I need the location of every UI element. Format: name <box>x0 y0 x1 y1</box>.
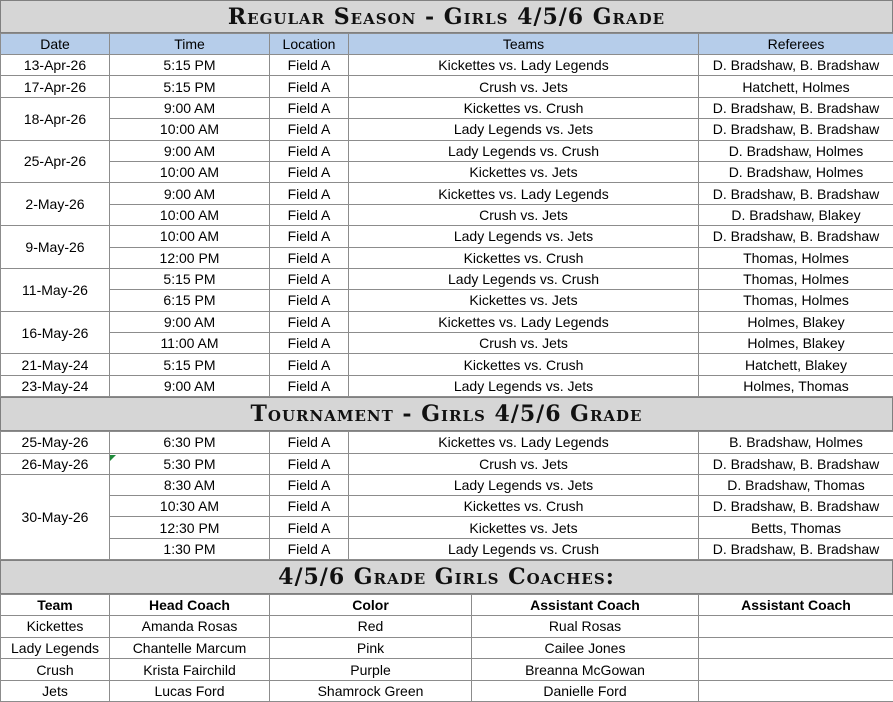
head-coach-cell: Chantelle Marcum <box>110 637 270 659</box>
time-cell: 9:00 AM <box>110 183 270 204</box>
date-cell: 9-May-26 <box>1 226 110 269</box>
referees-cell: D. Bradshaw, B. Bradshaw <box>699 97 893 118</box>
assistant-coach-cell: Rual Rosas <box>472 616 699 638</box>
date-cell: 30-May-26 <box>1 474 110 559</box>
referees-cell: Holmes, Thomas <box>699 375 893 396</box>
teams-cell: Kickettes vs. Lady Legends <box>349 55 699 76</box>
game-row <box>1 76 893 97</box>
referees-cell: Betts, Thomas <box>699 517 893 538</box>
location-cell: Field A <box>270 161 349 182</box>
location-cell: Field A <box>270 517 349 538</box>
game-row <box>1 432 893 453</box>
coach-row <box>1 616 893 638</box>
teams-cell: Kickettes vs. Crush <box>349 247 699 268</box>
time-cell: 10:00 AM <box>110 204 270 225</box>
game-row <box>1 183 893 204</box>
regular-season-title: Regular Season - Girls 4/5/6 Grade <box>0 0 893 33</box>
location-cell: Field A <box>270 432 349 453</box>
date-cell: 16-May-26 <box>1 311 110 354</box>
teams-cell: Kickettes vs. Crush <box>349 97 699 118</box>
referees-cell: D. Bradshaw, Thomas <box>699 474 893 495</box>
referees-cell: D. Bradshaw, B. Bradshaw <box>699 453 893 474</box>
team-cell: Kickettes <box>1 616 110 638</box>
teams-cell: Lady Legends vs. Crush <box>349 268 699 289</box>
header-head-coach: Head Coach <box>110 595 270 616</box>
header-referees: Referees <box>699 34 893 55</box>
coaches-body <box>1 616 893 702</box>
tournament-table <box>0 431 893 560</box>
time-cell: 8:30 AM <box>110 474 270 495</box>
location-cell: Field A <box>270 354 349 375</box>
game-row <box>1 119 893 140</box>
game-row <box>1 311 893 332</box>
teams-cell: Lady Legends vs. Jets <box>349 119 699 140</box>
time-cell: 10:00 AM <box>110 161 270 182</box>
teams-cell: Kickettes vs. Lady Legends <box>349 432 699 453</box>
game-row <box>1 226 893 247</box>
location-cell: Field A <box>270 453 349 474</box>
tournament-title: Tournament - Girls 4/5/6 Grade <box>0 397 893 431</box>
game-row <box>1 268 893 289</box>
date-cell: 23-May-24 <box>1 375 110 396</box>
location-cell: Field A <box>270 375 349 396</box>
coach-row <box>1 637 893 659</box>
referees-cell: D. Bradshaw, B. Bradshaw <box>699 496 893 517</box>
time-cell: 6:15 PM <box>110 290 270 311</box>
date-cell: 21-May-24 <box>1 354 110 375</box>
team-cell: Crush <box>1 659 110 681</box>
location-cell: Field A <box>270 268 349 289</box>
comment-indicator-icon <box>110 455 116 461</box>
assistant-coach-cell: Breanna McGowan <box>472 659 699 681</box>
time-cell: 6:30 PM <box>110 432 270 453</box>
referees-cell: Thomas, Holmes <box>699 290 893 311</box>
game-row <box>1 375 893 396</box>
time-cell: 9:00 AM <box>110 140 270 161</box>
teams-cell: Lady Legends vs. Jets <box>349 375 699 396</box>
teams-cell: Crush vs. Jets <box>349 333 699 354</box>
assistant-coach-cell: Cailee Jones <box>472 637 699 659</box>
header-date: Date <box>1 34 110 55</box>
regular-season-table <box>0 33 893 397</box>
date-cell: 13-Apr-26 <box>1 55 110 76</box>
game-row <box>1 161 893 182</box>
date-cell: 25-May-26 <box>1 432 110 453</box>
time-cell: 5:15 PM <box>110 76 270 97</box>
teams-cell: Lady Legends vs. Crush <box>349 538 699 559</box>
game-row <box>1 453 893 474</box>
header-assistant-coach: Assistant Coach <box>472 595 699 616</box>
referees-cell: D. Bradshaw, Blakey <box>699 204 893 225</box>
teams-cell: Kickettes vs. Jets <box>349 161 699 182</box>
time-cell: 1:30 PM <box>110 538 270 559</box>
referees-cell: Hatchett, Holmes <box>699 76 893 97</box>
location-cell: Field A <box>270 183 349 204</box>
time-cell: 12:30 PM <box>110 517 270 538</box>
referees-cell: Thomas, Holmes <box>699 268 893 289</box>
teams-cell: Lady Legends vs. Jets <box>349 226 699 247</box>
header-color: Color <box>270 595 472 616</box>
teams-cell: Lady Legends vs. Jets <box>349 474 699 495</box>
teams-cell: Lady Legends vs. Crush <box>349 140 699 161</box>
referees-cell: Thomas, Holmes <box>699 247 893 268</box>
location-cell: Field A <box>270 311 349 332</box>
assistant-coach-2-cell <box>699 659 893 681</box>
location-cell: Field A <box>270 538 349 559</box>
referees-cell: D. Bradshaw, B. Bradshaw <box>699 55 893 76</box>
coaches-header-row <box>1 595 893 616</box>
time-cell: 12:00 PM <box>110 247 270 268</box>
header-teams: Teams <box>349 34 699 55</box>
location-cell: Field A <box>270 204 349 225</box>
color-cell: Shamrock Green <box>270 680 472 702</box>
location-cell: Field A <box>270 97 349 118</box>
color-cell: Pink <box>270 637 472 659</box>
game-row <box>1 140 893 161</box>
date-cell: 26-May-26 <box>1 453 110 474</box>
game-row <box>1 474 893 495</box>
time-cell: 10:00 AM <box>110 119 270 140</box>
assistant-coach-2-cell <box>699 616 893 638</box>
teams-cell: Kickettes vs. Jets <box>349 290 699 311</box>
assistant-coach-2-cell <box>699 680 893 702</box>
time-cell: 5:15 PM <box>110 354 270 375</box>
regular-header-row <box>1 34 893 55</box>
game-row <box>1 496 893 517</box>
location-cell: Field A <box>270 247 349 268</box>
teams-cell: Crush vs. Jets <box>349 453 699 474</box>
location-cell: Field A <box>270 290 349 311</box>
assistant-coach-cell: Danielle Ford <box>472 680 699 702</box>
teams-cell: Kickettes vs. Lady Legends <box>349 183 699 204</box>
color-cell: Purple <box>270 659 472 681</box>
assistant-coach-2-cell <box>699 637 893 659</box>
location-cell: Field A <box>270 226 349 247</box>
time-cell: 11:00 AM <box>110 333 270 354</box>
referees-cell: Holmes, Blakey <box>699 333 893 354</box>
referees-cell: Holmes, Blakey <box>699 311 893 332</box>
time-cell: 9:00 AM <box>110 311 270 332</box>
color-cell: Red <box>270 616 472 638</box>
referees-cell: D. Bradshaw, B. Bradshaw <box>699 119 893 140</box>
referees-cell: D. Bradshaw, B. Bradshaw <box>699 538 893 559</box>
header-location: Location <box>270 34 349 55</box>
date-cell: 2-May-26 <box>1 183 110 226</box>
referees-cell: D. Bradshaw, Holmes <box>699 140 893 161</box>
coach-row <box>1 680 893 702</box>
header-team: Team <box>1 595 110 616</box>
date-cell: 25-Apr-26 <box>1 140 110 183</box>
team-cell: Lady Legends <box>1 637 110 659</box>
teams-cell: Kickettes vs. Crush <box>349 496 699 517</box>
teams-cell: Crush vs. Jets <box>349 76 699 97</box>
coaches-table <box>0 594 893 702</box>
date-cell: 17-Apr-26 <box>1 76 110 97</box>
game-row <box>1 517 893 538</box>
location-cell: Field A <box>270 496 349 517</box>
teams-cell: Kickettes vs. Jets <box>349 517 699 538</box>
referees-cell: D. Bradshaw, Holmes <box>699 161 893 182</box>
teams-cell: Crush vs. Jets <box>349 204 699 225</box>
team-cell: Jets <box>1 680 110 702</box>
time-cell: 9:00 AM <box>110 375 270 396</box>
head-coach-cell: Krista Fairchild <box>110 659 270 681</box>
time-cell: 10:00 AM <box>110 226 270 247</box>
game-row <box>1 204 893 225</box>
coach-row <box>1 659 893 681</box>
game-row <box>1 333 893 354</box>
time-cell: 5:15 PM <box>110 268 270 289</box>
referees-cell: Hatchett, Blakey <box>699 354 893 375</box>
head-coach-cell: Amanda Rosas <box>110 616 270 638</box>
regular-body <box>1 55 893 397</box>
game-row <box>1 354 893 375</box>
location-cell: Field A <box>270 55 349 76</box>
head-coach-cell: Lucas Ford <box>110 680 270 702</box>
location-cell: Field A <box>270 76 349 97</box>
time-cell: 5:30 PM <box>110 453 270 474</box>
referees-cell: B. Bradshaw, Holmes <box>699 432 893 453</box>
teams-cell: Kickettes vs. Crush <box>349 354 699 375</box>
game-row <box>1 97 893 118</box>
time-cell: 10:30 AM <box>110 496 270 517</box>
time-cell: 5:15 PM <box>110 55 270 76</box>
location-cell: Field A <box>270 119 349 140</box>
referees-cell: D. Bradshaw, B. Bradshaw <box>699 183 893 204</box>
header-time: Time <box>110 34 270 55</box>
header-assistant-coach-2: Assistant Coach <box>699 595 893 616</box>
game-row <box>1 538 893 559</box>
tournament-body <box>1 432 893 560</box>
referees-cell: D. Bradshaw, B. Bradshaw <box>699 226 893 247</box>
date-cell: 18-Apr-26 <box>1 97 110 140</box>
game-row <box>1 247 893 268</box>
time-cell: 9:00 AM <box>110 97 270 118</box>
teams-cell: Kickettes vs. Lady Legends <box>349 311 699 332</box>
date-cell: 11-May-26 <box>1 268 110 311</box>
coaches-title: 4/5/6 Grade Girls Coaches: <box>0 560 893 594</box>
location-cell: Field A <box>270 474 349 495</box>
location-cell: Field A <box>270 333 349 354</box>
game-row <box>1 290 893 311</box>
location-cell: Field A <box>270 140 349 161</box>
game-row <box>1 55 893 76</box>
